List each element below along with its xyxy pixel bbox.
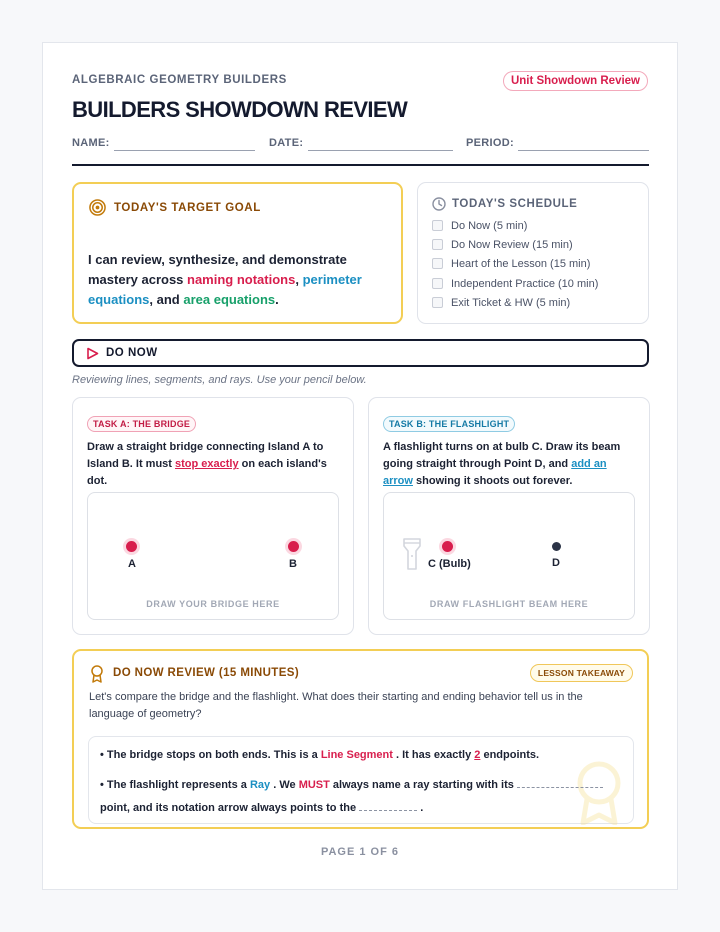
point-b-label: B xyxy=(289,558,297,570)
checkbox[interactable] xyxy=(432,297,443,308)
goal-highlight-area: area equations xyxy=(183,292,276,307)
review-heading: DO NOW REVIEW (15 MINUTES) xyxy=(113,667,300,679)
review-text: endpoints. xyxy=(483,749,540,761)
checkbox[interactable] xyxy=(432,220,443,231)
must-emphasis: MUST xyxy=(298,779,330,791)
name-label: NAME: xyxy=(72,137,110,149)
lesson-takeaway-badge: LESSON TAKEAWAY xyxy=(530,664,633,682)
goal-text: , and xyxy=(149,292,184,307)
do-now-heading: DO NOW xyxy=(106,347,158,359)
flashlight-drawing-area[interactable] xyxy=(383,492,635,620)
ray-start-blank[interactable] xyxy=(517,777,603,788)
task-text: A flashlight turns on at bulb C. Draw its beam going straight through Point D, and xyxy=(383,441,621,470)
review-text: . xyxy=(420,802,424,814)
goal-text: . xyxy=(275,292,279,307)
task-b-tag: TASK B: THE FLASHLIGHT xyxy=(383,416,515,432)
do-now-review-card xyxy=(72,649,649,829)
student-info-row xyxy=(72,136,649,158)
header-divider xyxy=(72,164,649,166)
task-b-card xyxy=(368,397,650,635)
goal-highlight-naming: naming notations xyxy=(187,272,296,287)
period-field[interactable] xyxy=(518,150,649,151)
goal-heading: TODAY'S TARGET GOAL xyxy=(114,202,261,214)
ray-term: Ray xyxy=(249,779,271,791)
checkbox[interactable] xyxy=(432,239,443,250)
bridge-drawing-area[interactable] xyxy=(87,492,339,620)
period-label: PERIOD: xyxy=(466,137,514,149)
line-segment-term: Line Segment xyxy=(320,749,393,761)
checkbox[interactable] xyxy=(432,258,443,269)
endpoint-count: 2 xyxy=(474,749,481,761)
schedule-item-label: Independent Practice (10 min) xyxy=(451,278,599,290)
task-text: showing it shoots out forever. xyxy=(412,475,573,487)
review-ray xyxy=(100,774,620,820)
date-label: DATE: xyxy=(269,137,304,149)
schedule-item-label: Heart of the Lesson (15 min) xyxy=(451,258,591,270)
point-c-dot[interactable] xyxy=(442,541,453,552)
schedule-item-label: Exit Ticket & HW (5 min) xyxy=(451,297,571,309)
review-text: . It has exactly xyxy=(396,749,475,761)
checkbox[interactable] xyxy=(432,278,443,289)
task-text: Draw a straight bridge connecting Island A to Island B. It must xyxy=(87,441,324,470)
date-field[interactable] xyxy=(308,150,453,151)
point-d-dot[interactable] xyxy=(552,542,561,551)
task-b-emphasis: add an arrow xyxy=(383,458,607,487)
task-a-tag: TASK A: THE BRIDGE xyxy=(87,416,196,432)
task-a-card xyxy=(72,397,354,635)
review-text: always name a ray starting with its xyxy=(332,779,517,791)
schedule-item-label: Do Now (5 min) xyxy=(451,220,528,232)
point-d-label: D xyxy=(552,557,560,569)
review-line-segment xyxy=(100,749,539,761)
review-text: point, and its notation arrow always points to the xyxy=(100,802,360,814)
bridge-hint: DRAW YOUR BRIDGE HERE xyxy=(146,599,280,609)
goal-text: , xyxy=(295,272,303,287)
goal-highlight-perimeter: perimeter equations xyxy=(88,272,362,307)
target-goal-card xyxy=(72,182,403,324)
point-c-label: C (Bulb) xyxy=(428,558,471,570)
flashlight-hint: DRAW FLASHLIGHT BEAM HERE xyxy=(429,599,589,609)
name-field[interactable] xyxy=(114,150,255,151)
task-a-description xyxy=(87,439,337,490)
review-prompt: Let's compare the bridge and the flashlight. What does their starting and ending behavior tell us in the language of geometry? xyxy=(89,691,583,720)
flashlight-icon xyxy=(402,537,422,571)
award-icon xyxy=(90,665,104,683)
unit-badge: Unit Showdown Review xyxy=(503,71,648,91)
arrow-direction-blank[interactable] xyxy=(359,800,417,811)
course-eyebrow: ALGEBRAIC GEOMETRY BUILDERS xyxy=(72,74,287,86)
schedule-card xyxy=(417,182,649,324)
review-text: . We xyxy=(273,779,299,791)
point-a-dot[interactable] xyxy=(126,541,137,552)
review-text: • The bridge stops on both ends. This is a xyxy=(100,749,321,761)
task-text: on each island's dot. xyxy=(87,458,327,487)
do-now-instructions: Reviewing lines, segments, and rays. Use your pencil below. xyxy=(72,374,367,386)
point-b-dot[interactable] xyxy=(288,541,299,552)
clock-icon xyxy=(432,197,446,211)
worksheet-page xyxy=(42,42,678,890)
point-a-label: A xyxy=(128,558,136,570)
play-icon xyxy=(86,347,99,360)
task-a-emphasis: stop exactly xyxy=(175,458,239,470)
target-icon xyxy=(89,199,106,216)
schedule-item-label: Do Now Review (15 min) xyxy=(451,239,573,251)
task-b-description xyxy=(383,439,633,490)
goal-statement xyxy=(88,250,393,310)
review-answer-box xyxy=(88,736,634,824)
page-number: PAGE 1 OF 6 xyxy=(320,846,400,858)
page-title: BUILDERS SHOWDOWN REVIEW xyxy=(72,97,408,122)
review-text: • The flashlight represents a xyxy=(100,779,250,791)
do-now-bar xyxy=(72,339,649,367)
schedule-heading: TODAY'S SCHEDULE xyxy=(452,198,578,210)
goal-text: I can review, synthesize, and demonstrate mastery across xyxy=(88,252,347,287)
